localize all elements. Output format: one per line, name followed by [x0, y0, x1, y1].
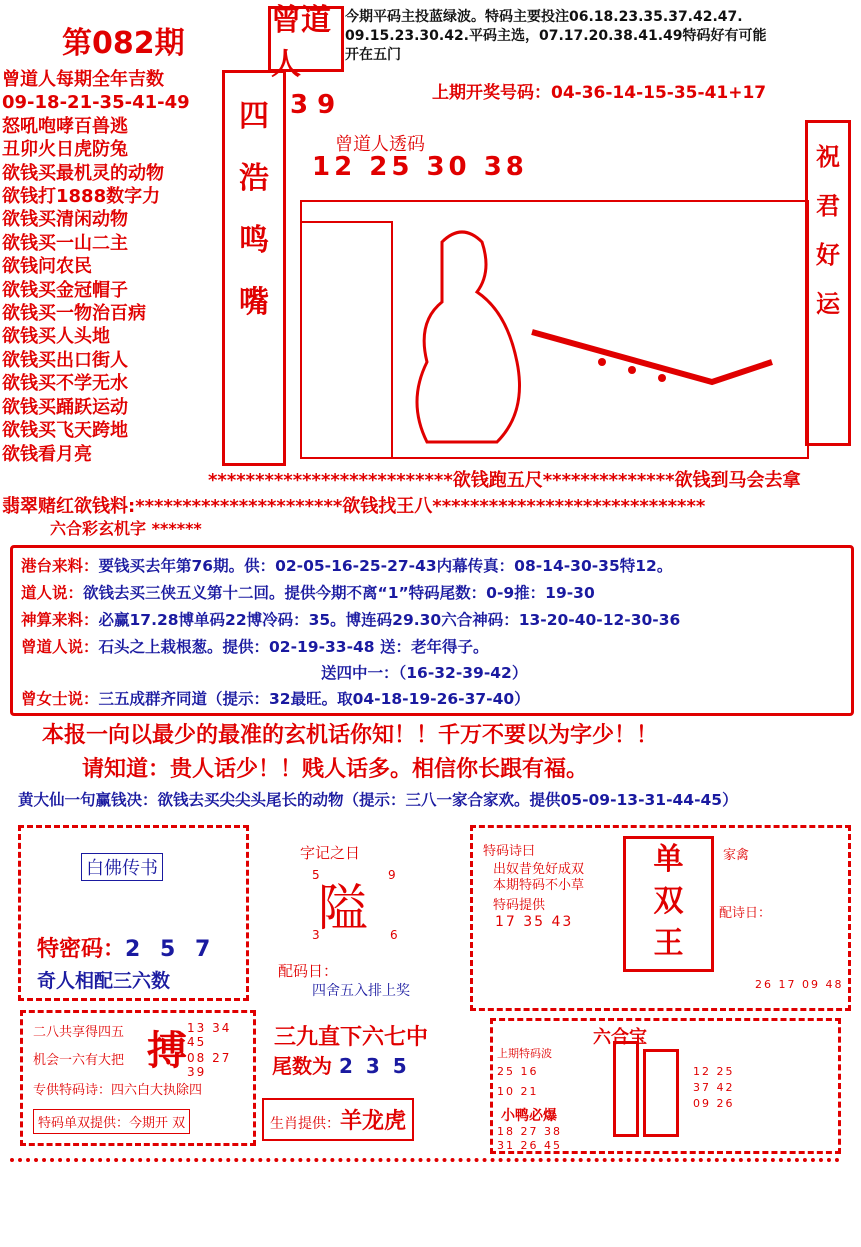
panel-title: 白佛传书 [81, 853, 163, 881]
special-label [37, 932, 216, 963]
nums-label: 特码提供 [493, 898, 546, 913]
zodiac-label: 生肖提供： [270, 1116, 340, 1132]
illustration-scene [300, 200, 809, 459]
tou-ma-numbers: 12 25 30 38 [312, 152, 528, 182]
verse-line: 机会一六有大把 [33, 1053, 125, 1068]
big-char: 隘 [318, 879, 368, 937]
digit: 3 [312, 928, 320, 942]
peima-text: 四舍五入排上奖 [312, 983, 410, 999]
tip-label: 道人说： [21, 584, 84, 602]
riddle: 翡翠赌红欲钱料: [2, 496, 136, 517]
left-line: 欲钱买一山二主 [2, 232, 128, 254]
stars: ***************************** [432, 496, 706, 517]
scroll-char: 嘴 [239, 285, 269, 320]
left-scroll-banner [222, 70, 286, 466]
panel-liuhe [490, 1018, 841, 1154]
digit: 5 [312, 868, 320, 882]
tip-label: 曾女士说： [21, 690, 99, 708]
special-nums: 2 5 7 [125, 937, 217, 962]
scroll-char: 君 [816, 192, 840, 220]
poem-line: 本期特码不小草 [493, 878, 585, 893]
left-line: 欲钱买最机灵的动物 [2, 162, 164, 184]
tip-row [21, 687, 530, 709]
logo-seal: 曾道人 [268, 6, 344, 72]
zodiac-text: 羊龙虎 [340, 1109, 407, 1134]
nums: 18 27 38 [497, 1125, 562, 1138]
stars: ****** [151, 519, 202, 538]
left-line: 欲钱问农民 [2, 256, 92, 278]
tip-label: 曾道人说： [21, 638, 99, 656]
nums: 25 16 [497, 1065, 539, 1078]
zodiac-box [262, 1098, 414, 1141]
top-notice-line: 开在五门 [345, 47, 401, 63]
big-char: 搏 [147, 1028, 187, 1074]
peima-label: 配码日： [278, 962, 339, 980]
riddle: 欲钱跑五尺 [452, 470, 543, 491]
star-row [2, 492, 861, 518]
digit: 9 [388, 868, 396, 882]
figure-illustration [302, 202, 807, 457]
scroll-char: 祝 [816, 143, 840, 171]
left-line: 丑卯火日虎防兔 [2, 139, 128, 161]
left-column-list [2, 68, 217, 466]
left-line: 欲钱买一物治百病 [2, 303, 146, 325]
verse-line: 专供特码诗：四六白大执除四 [33, 1083, 203, 1098]
digit: 6 [390, 928, 398, 942]
top-notice-line: 09.15.23.30.42.平码主选，07.17.20.38.41.49特码好有可能 [345, 28, 767, 44]
char-day-title: 字记之日 [300, 844, 361, 862]
tip-text: 必赢17.28博单码22博冷码：35。博连码29.30六合神码：13-20-40-12-30-36 [98, 611, 681, 629]
tip-text: 欲钱去买三侠五义第十二回。提供今期不离“1”特码尾数：0-9推：19-30 [83, 584, 595, 602]
slogan-line: 本报一向以最少的最准的玄机话你知！！千万不要以为字少！！ [42, 723, 659, 748]
big-char: 王 [653, 926, 684, 961]
riddle: 欲钱到马会去拿 [674, 470, 801, 491]
tip-row [21, 608, 680, 630]
tip-row [321, 661, 527, 683]
nums: 13 34 45 [187, 1021, 232, 1049]
scroll-char: 运 [816, 290, 840, 318]
scroll-char: 好 [816, 241, 840, 269]
odd-even-label: 特码单双提供： [38, 1116, 130, 1131]
nums: 08 27 39 [187, 1051, 232, 1079]
tail-nums: 2 3 5 [338, 1054, 410, 1078]
right-nums: 26 17 09 48 [755, 978, 844, 991]
nums: 31 26 45 [497, 1139, 562, 1152]
last-draw [432, 78, 766, 103]
scroll-char: 鸣 [239, 223, 269, 258]
left-line: 09-18-21-35-41-49 [2, 92, 190, 114]
scroll-char: 四 [239, 99, 269, 134]
top-notice [345, 8, 830, 65]
slogan-line: 请知道：贵人话少！！贱人话多。相信你长跟有福。 [82, 757, 589, 782]
tip-label: 神算来料： [21, 611, 99, 629]
special-label-text: 特密码： [37, 937, 126, 962]
stars: ************************** [208, 470, 453, 491]
scroll-char: 浩 [239, 161, 269, 196]
tip-text: 送四中一：（16-32-39-42） [321, 664, 528, 682]
right-title: 家禽 [723, 848, 750, 863]
issue-number: 第082期 [62, 26, 185, 61]
poem-line: 出奴昔免好成双 [493, 862, 585, 877]
last-draw-label: 上期开奖号码： [432, 83, 551, 103]
huang-da-xian-tip: 黄大仙一句赢钱决：欲钱去买尖尖头尾长的动物（提示：三八一家合家欢。提供05-09-13-31-44-45） [18, 791, 738, 809]
bottom-border [10, 1158, 840, 1162]
tail-label: 尾数为 [272, 1054, 332, 1078]
box-glyph [643, 1049, 679, 1137]
nums: 37 42 [693, 1081, 735, 1094]
panel-title: 六合宝 [593, 1027, 647, 1048]
tail-line [272, 1050, 410, 1079]
right-scroll-banner [805, 120, 851, 446]
panel-white-buddha [18, 825, 249, 1001]
nums: 17 35 43 [495, 914, 574, 930]
top-digits: 3 9 [290, 90, 336, 120]
left-line: 欲钱买清闲动物 [2, 209, 128, 231]
nums: 10 21 [497, 1085, 539, 1098]
tip-text: 三五成群齐同道（提示：32最旺。取04-18-19-26-37-40） [98, 690, 530, 708]
tip-row [21, 635, 489, 657]
main-tips-box [10, 545, 854, 716]
tip-text: 石头之上栽根葱。提供：02-19-33-48 送：老年得子。 [98, 638, 489, 656]
riddle: 欲钱找王八 [342, 496, 433, 517]
nums: 12 25 [693, 1065, 735, 1078]
nums: 09 26 [693, 1097, 735, 1110]
box-glyph [613, 1041, 639, 1137]
left-line: 欲钱打1888数字力 [2, 186, 161, 208]
verse-line: 二八共享得四五 [33, 1025, 125, 1040]
tip-row [21, 581, 595, 603]
odd-even-box [623, 836, 714, 972]
left-line: 欲钱买不学无水 [2, 373, 128, 395]
star-row [50, 516, 202, 539]
panel-title: 特码诗曰 [483, 844, 536, 859]
last-draw-numbers: 04-36-14-15-35-41+17 [551, 83, 767, 103]
mid-label: 小鸭必爆 [501, 1108, 557, 1124]
top-notice-line: 今期平码主投蓝绿波。特码主要投注06.18.23.35.37.42.47. [345, 9, 743, 25]
left-line: 欲钱看月亮 [2, 443, 92, 465]
tip-row [21, 554, 672, 576]
odd-even-tip [33, 1109, 190, 1134]
left-line: 曾道人每期全年吉数 [2, 69, 164, 90]
left-line: 怒吼咆哮百兽逃 [2, 115, 128, 137]
left-line: 欲钱买出口街人 [2, 349, 128, 371]
big-char: 双 [653, 884, 684, 919]
left-line: 欲钱买人头地 [2, 326, 110, 348]
big-char: 单 [653, 842, 684, 877]
stars: ************** [542, 470, 675, 491]
panel-bet [20, 1010, 256, 1146]
left-label: 上期特码波 [497, 1047, 552, 1060]
stars: ********************** [135, 496, 343, 517]
left-line: 欲钱买金冠帽子 [2, 279, 128, 301]
odd-even-text: 今期开 双 [129, 1116, 186, 1131]
star-row [2, 466, 861, 492]
headline: 三九直下六七中 [274, 1025, 429, 1050]
panel-odd-even [470, 825, 851, 1011]
verse: 奇人相配三六数 [37, 970, 171, 992]
tip-label: 港台来料： [21, 557, 99, 575]
left-line: 欲钱买踊跃运动 [2, 396, 128, 418]
left-line: 欲钱买飞天跨地 [2, 420, 128, 442]
right-label: 配诗日： [719, 906, 772, 921]
riddle: 六合彩玄机字 [50, 519, 147, 538]
tip-text: 要钱买去年第76期。供：02-05-16-25-27-43内幕传真：08-14-30-35特12。 [98, 557, 673, 575]
tou-ma-label: 曾道人透码 [335, 134, 425, 155]
